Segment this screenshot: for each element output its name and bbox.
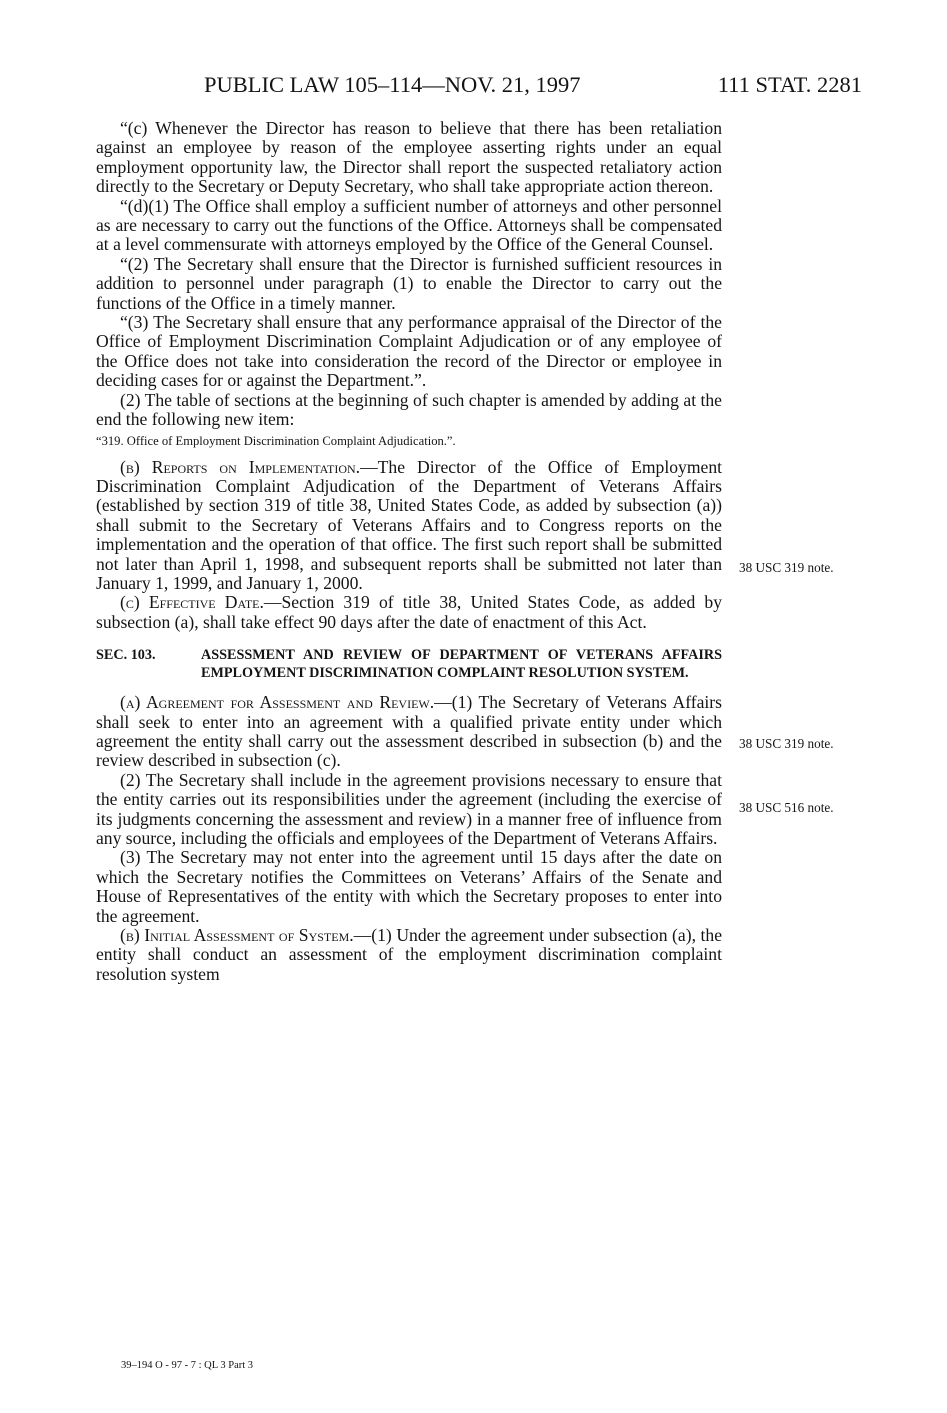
margin-note-2: 38 USC 319 note. <box>739 736 834 751</box>
paragraph-c-retaliation: “(c) Whenever the Director has reason to believe that there has been retaliation against an employee by reason of the employee asserting rights under an equal employment opportunity law, the Director shall report the suspected retaliatory action directly to the Secretary or Deputy Secretary, who shall take appropriate action thereon. <box>96 118 722 197</box>
subsection-text: —The Director of the Office of Employment Discrimination Complaint Adjudication of the Department of Veterans Affairs (established by section 319 of title 38, United States Code, as added by subsection (a)) shall submit to the Secretary of Veterans Affairs and to Congress reports on the implementation and the operation of that office. The first such report shall be submitted not later than April 1, 1998, and subsequent reports shall be submitted not later than January 1, 1999, and January 1, 2000. <box>96 456 723 593</box>
body-text <box>96 119 722 984</box>
margin-note-1: 38 USC 319 note. <box>739 560 834 575</box>
subsection-text: —Section 319 of title 38, United States Code, as added by subsection (a), shall take effect 90 days after the date of enactment of this Act. <box>96 592 722 632</box>
subsection-heading: (b) Initial Assessment of System. <box>120 925 354 946</box>
paragraph-b-reports <box>96 458 722 594</box>
subsection-text: —(1) The Secretary of Veterans Affairs shall seek to enter into an agreement with a qualified private entity under which agreement the entity shall carry out the assessment described in subsection (b) and the review described in subsection (c). <box>96 692 722 771</box>
subsection-heading: (a) Agreement for Assessment and Review. <box>120 692 435 713</box>
paragraph-d3-appraisal: “(3) The Secretary shall ensure that any performance appraisal of the Director of the Office of Employment Discrimination Complaint Adjudication or of any employee of the Office does not take into consideration the record of the Director or employee in deciding cases for or against the Department.”. <box>96 312 722 391</box>
subsection-heading: (b) Reports on Implementation. <box>120 456 361 477</box>
running-header <box>96 70 862 100</box>
paragraph-d1-personnel: “(d)(1) The Office shall employ a sufficient number of attorneys and other personnel as are necessary to carry out the functions of the Office. Attorneys shall be compensated at a level commensurate with attorneys employed by the Office of the General Counsel. <box>96 195 722 255</box>
paragraph-b-initial-assessment <box>96 926 722 984</box>
header-statute-page: 111 STAT. 2281 <box>717 72 862 97</box>
printing-code-footer: 39–194 O - 97 - 7 : QL 3 Part 3 <box>121 1360 254 1371</box>
new-item-319: “319. Office of Employment Discrimination Complaint Adjudication.”. <box>96 433 456 448</box>
paragraph-a2-provisions: (2) The Secretary shall include in the agreement provisions necessary to ensure that the entity carries out its responsibilities under the agreement (including the exercise of its judgments concerning the assessment and review) in a manner free of influence from any source, including the officials and employees of the Department of Veterans Affairs. <box>96 769 722 848</box>
section-heading <box>96 646 722 682</box>
paragraph-a-agreement <box>96 693 722 771</box>
subsection-text: —(1) Under the agreement under subsection (a), the entity shall conduct an assessment of the employment discrimination complaint resolution system <box>96 925 723 984</box>
section-number: SEC. 103. <box>96 647 156 664</box>
section-title: ASSESSMENT AND REVIEW OF DEPARTMENT OF VETERANS AFFAIRS EMPLOYMENT DISCRIMINATION COMPLAINT RESOLUTION SYSTEM. <box>201 647 722 682</box>
subsection-heading: (c) Effective Date. <box>120 592 264 613</box>
header-law-citation: PUBLIC LAW 105–114—NOV. 21, 1997 <box>204 72 581 97</box>
paragraph-a3-notification: (3) The Secretary may not enter into the agreement until 15 days after the date on which the Secretary notifies the Committees on Veterans’ Affairs of the Senate and House of Representatives of the entity with which the Secretary proposes to enter into the agreement. <box>96 847 722 926</box>
paragraph-d2-resources: “(2) The Secretary shall ensure that the Director is furnished sufficient resources in addition to personnel under paragraph (1) to enable the Director to carry out the functions of the Office in a timely manner. <box>96 253 722 313</box>
margin-note-3: 38 USC 516 note. <box>739 800 834 815</box>
paragraph-table-of-sections: (2) The table of sections at the beginning of such chapter is amended by adding at the end the following new item: <box>96 389 722 430</box>
paragraph-c-effective-date <box>96 593 722 632</box>
